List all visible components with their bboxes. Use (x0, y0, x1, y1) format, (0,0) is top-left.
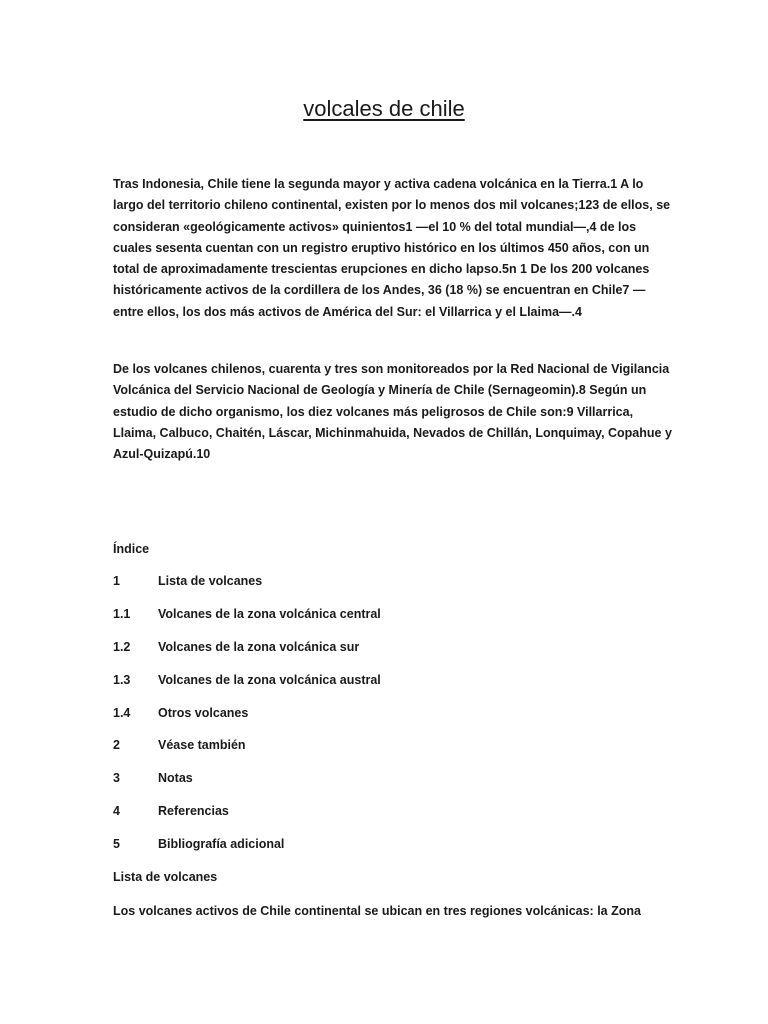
toc-item-label: Otros volcanes (158, 706, 249, 720)
toc-item-label: Volcanes de la zona volcánica sur (158, 640, 360, 654)
toc-item (113, 736, 673, 754)
toc-item-label: Bibliografía adicional (158, 837, 285, 851)
toc-item (113, 835, 673, 853)
toc-item-number: 1.2 (113, 640, 131, 654)
toc-item (113, 638, 673, 656)
monitoring-paragraph: De los volcanes chilenos, cuarenta y tres son monitoreados por la Red Nacional de Vigilancia Volcánica del Servicio Nacional de Geología y Minería de Chile (Sernageomin).8 Según un estudio de dicho organismo, los diez volcanes más peligrosos de Chile son:9 Villarrica, Llaima, Calbuco, Chaitén, Láscar, Michinmahuida, Nevados de Chillán, Lonquimay, Copahue y Azul-Quizapú.10 (113, 362, 672, 462)
section-paragraph: Los volcanes activos de Chile continental se ubican en tres regiones volcánicas: la Zona (113, 904, 641, 918)
section-heading: Lista de volcanes (113, 870, 218, 884)
toc-item (113, 605, 673, 623)
toc-item (113, 802, 673, 820)
toc-item-number: 4 (113, 804, 120, 818)
toc-item (113, 671, 673, 689)
toc-item-number: 2 (113, 738, 120, 752)
toc-item (113, 572, 673, 590)
toc-item-label: Volcanes de la zona volcánica austral (158, 673, 381, 687)
document-title: volcales de chile (303, 96, 465, 121)
toc-item-label: Véase también (158, 738, 246, 752)
toc-item (113, 704, 673, 722)
toc-heading: Índice (113, 542, 150, 556)
toc-item-label: Notas (158, 771, 193, 785)
toc-item-number: 5 (113, 837, 120, 851)
toc-item (113, 769, 673, 787)
toc-item-number: 1.4 (113, 706, 131, 720)
toc-item-number: 1 (113, 574, 120, 588)
toc-item-label: Volcanes de la zona volcánica central (158, 607, 381, 621)
toc-item-label: Lista de volcanes (158, 574, 263, 588)
toc-item-label: Referencias (158, 804, 229, 818)
toc-item-number: 3 (113, 771, 120, 785)
intro-paragraph: Tras Indonesia, Chile tiene la segunda mayor y activa cadena volcánica en la Tierra.1 A lo largo del territorio chileno continental, existen por lo menos dos mil volcanes;123 de ellos, se consideran «geológicamente activos» quinientos1 —el 10 % del total mundial—,4 de los cuales sesenta cuentan con un registro eruptivo histórico en los últimos 450 años, con un total de aproximadamente trescientas erupciones en dicho lapso.5n 1 De los 200 volcanes históricamente activos de la cordillera de los Andes, 36 (18 %) se encuentran en Chile7 —entre ellos, los dos más activos de América del Sur: el Villarrica y el Llaima—.4 (113, 177, 671, 319)
toc-item-number: 1.3 (113, 673, 131, 687)
toc-item-number: 1.1 (113, 607, 131, 621)
